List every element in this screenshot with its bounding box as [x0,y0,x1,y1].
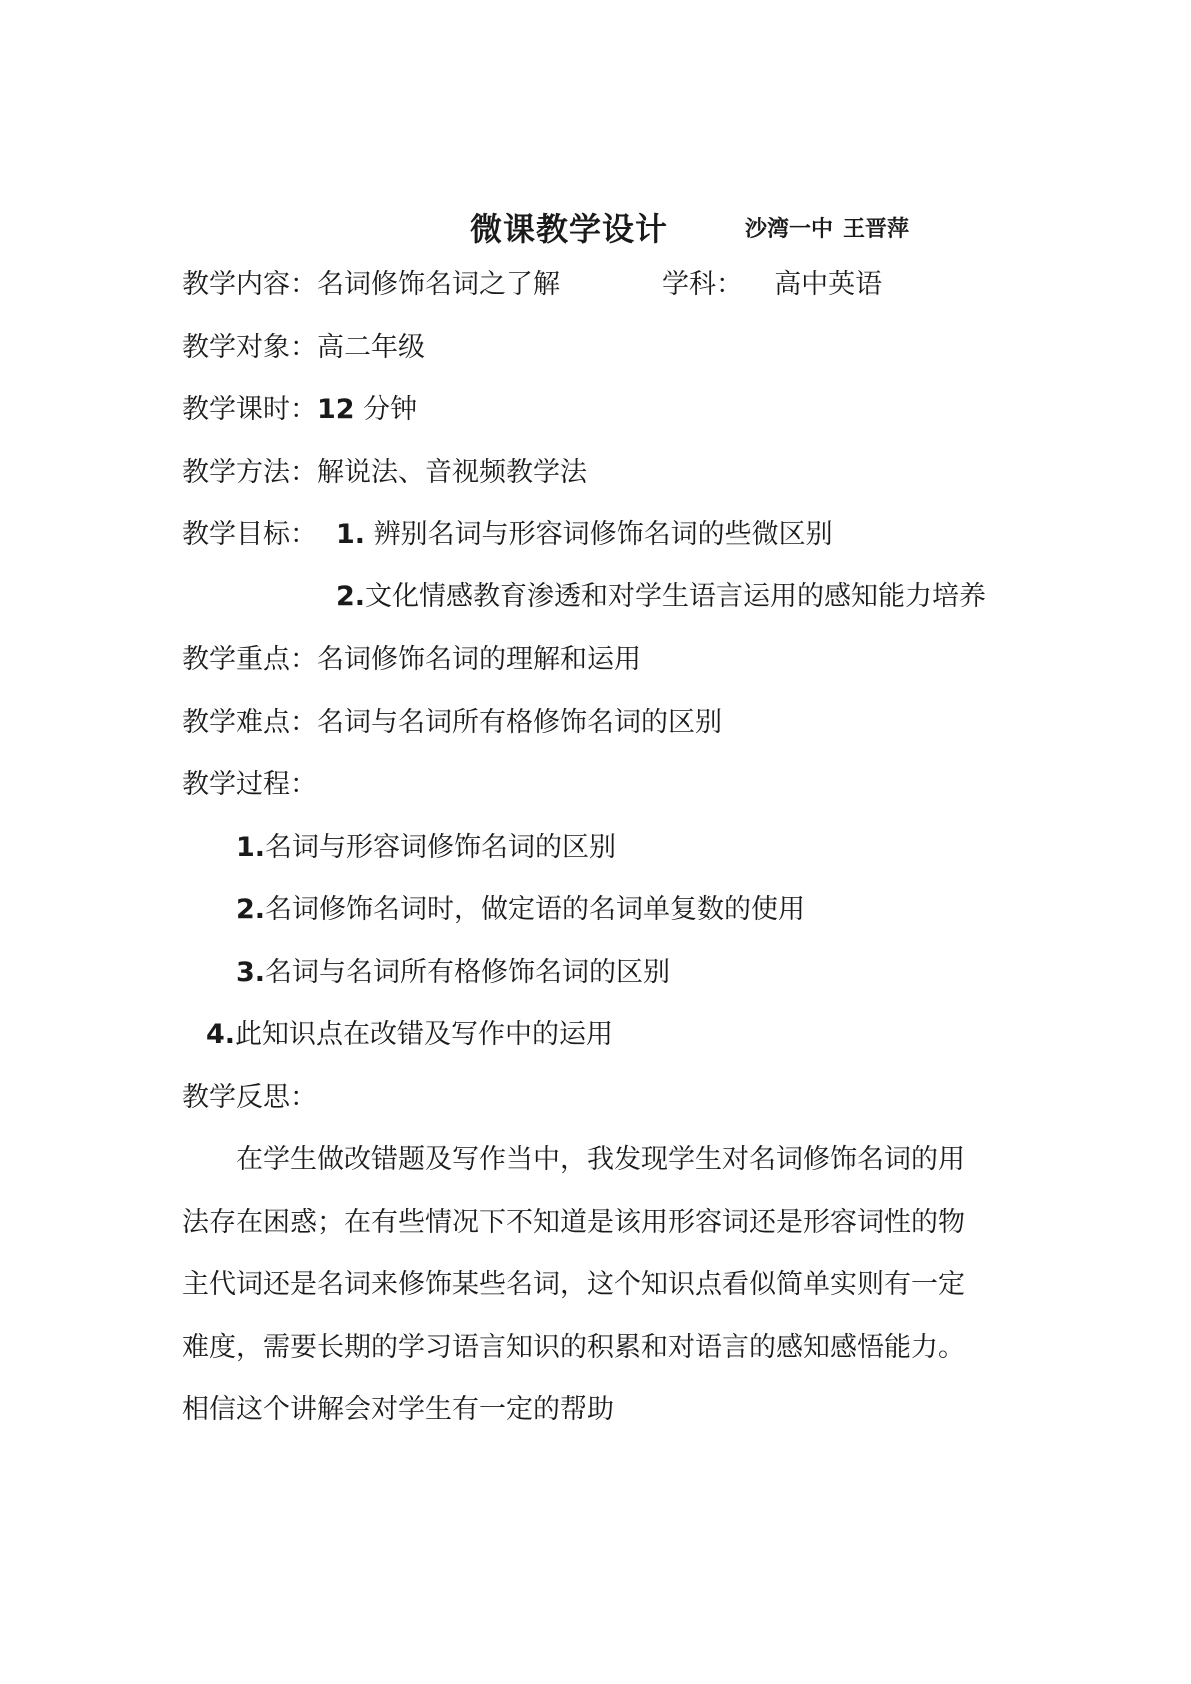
duration-number: 12 [317,394,355,425]
method-value: 解说法、音视频教学法 [317,457,587,488]
reflection-line: 在学生做改错题及写作当中，我发现学生对名词修饰名词的用 [236,1144,965,1175]
method-row [182,456,587,490]
content-label: 教学内容： [182,269,317,300]
step-text: 名词与形容词修饰名词的区别 [265,832,617,863]
teacher-name: 王晋萍 [843,217,910,242]
goal-2-text: 文化情感教育渗透和对学生语言运用的感知能力培养 [365,581,987,612]
step-text: 名词修饰名词时，做定语的名词单复数的使用 [265,894,806,925]
difficulty-value: 名词与名词所有格修饰名词的区别 [317,707,722,738]
step-number: 3. [236,957,266,988]
difficulty-label: 教学难点： [182,707,317,738]
subject-row [662,268,882,302]
process-step [236,956,670,990]
process-step [206,1018,613,1052]
target-value: 高二年级 [317,332,425,363]
subject-value: 高中英语 [774,269,883,300]
reflection-line: 相信这个讲解会对学生有一定的帮助 [182,1394,614,1425]
goal-row [182,518,317,552]
difficulty-row [182,706,722,740]
subject-label: 学科： [662,269,743,300]
step-number: 1. [236,832,266,863]
step-number: 2. [236,894,266,925]
duration-unit: 分钟 [363,394,418,425]
reflection-line: 法存在困惑；在有些情况下不知道是该用形容词还是形容词性的物 [182,1207,965,1238]
step-number: 4. [206,1019,236,1050]
target-row [182,331,425,365]
duration-label: 教学课时： [182,394,317,425]
process-step [236,831,616,865]
key-value: 名词修饰名词的理解和运用 [317,644,641,675]
school-name: 沙湾一中 [745,217,834,242]
goal-item-1 [336,518,833,552]
method-label: 教学方法： [182,457,317,488]
key-label: 教学重点： [182,644,317,675]
key-row [182,643,641,677]
page-title: 微课教学设计 [470,210,669,248]
content-value: 名词修饰名词之了解 [317,269,560,300]
author-info [745,212,919,243]
duration-row [182,393,417,427]
goal-2-number: 2. [336,581,366,612]
goal-label: 教学目标： [182,519,317,550]
process-step [236,893,805,927]
content-row [182,268,560,302]
goal-item-2 [336,580,986,614]
step-text: 此知识点在改错及写作中的运用 [235,1019,614,1050]
step-text: 名词与名词所有格修饰名词的区别 [265,957,671,988]
reflection-line: 难度，需要长期的学习语言知识的积累和对语言的感知感悟能力。 [182,1332,965,1363]
reflection-line: 主代词还是名词来修饰某些名词，这个知识点看似简单实则有一定 [182,1269,965,1300]
reflection-label: 教学反思： [182,1082,317,1113]
goal-1-text: 辨别名词与形容词修饰名词的些微区别 [373,519,833,550]
process-label: 教学过程： [182,769,317,800]
target-label: 教学对象： [182,332,317,363]
goal-1-number: 1. [336,519,366,550]
